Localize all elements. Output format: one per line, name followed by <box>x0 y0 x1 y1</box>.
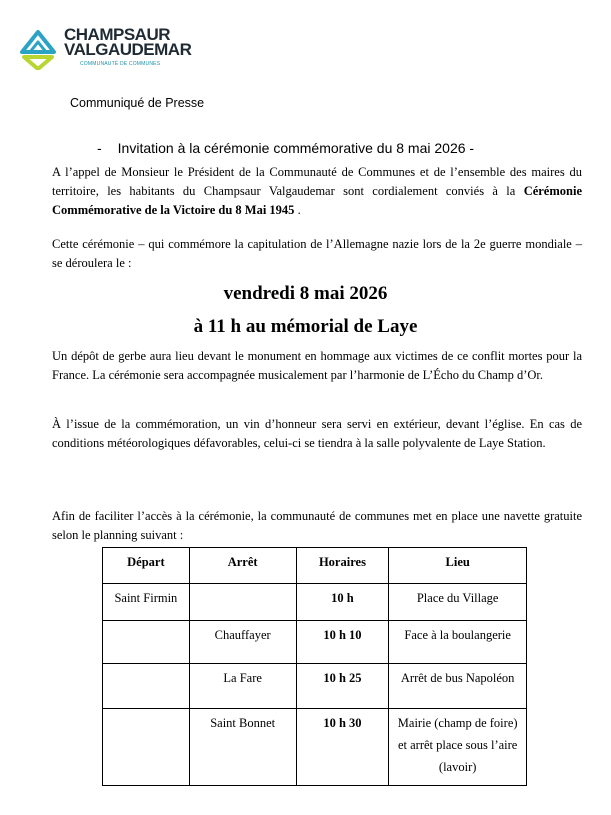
table-cell <box>103 709 190 786</box>
page-title <box>97 140 474 156</box>
table-header: Horaires <box>296 548 389 584</box>
table-cell: 10 h <box>296 584 389 621</box>
logo <box>18 24 192 74</box>
intro-paragraph <box>52 163 582 220</box>
title-text: Invitation à la cérémonie commémorative du 8 mai 2026 - <box>117 140 475 156</box>
event-date: vendredi 8 mai 2026 <box>223 283 388 304</box>
logo-line-1: CHAMPSAUR <box>64 25 170 44</box>
event-place: à 11 h au mémorial de Laye <box>193 316 418 337</box>
table-cell <box>103 621 190 664</box>
shuttle-schedule-table <box>102 547 527 786</box>
logo-mountain-icon <box>18 26 62 70</box>
table-cell <box>189 584 296 621</box>
table-cell: Arrêt de bus Napoléon <box>389 664 527 709</box>
table-cell: Mairie (champ de foire) et arrêt place sous l’aire (lavoir) <box>389 709 527 786</box>
table-cell: 10 h 30 <box>296 709 389 786</box>
table-row <box>103 664 527 709</box>
table-header-row <box>103 548 527 584</box>
table-cell: La Fare <box>189 664 296 709</box>
logo-line-2: VALGAUDEMAR <box>64 40 192 59</box>
table-cell: Face à la boulangerie <box>389 621 527 664</box>
table-header: Lieu <box>389 548 527 584</box>
intro-text: A l’appel de Monsieur le Président de la Communauté de Communes et de l’ensemble des maires du territoire, les habitants du Champsaur Valgaudemar sont cordialement conviés à la <box>52 165 582 198</box>
intro-end: . <box>294 203 301 217</box>
table-cell: 10 h 25 <box>296 664 389 709</box>
table-cell: Chauffayer <box>189 621 296 664</box>
table-cell: Place du Village <box>389 584 527 621</box>
description-paragraph: Cette cérémonie – qui commémore la capitulation de l’Allemagne nazie lors de la 2e guerre mondiale – se déroulera le : <box>52 237 582 270</box>
title-dash: - <box>97 140 102 156</box>
reception-paragraph: À l’issue de la commémoration, un vin d’honneur sera servi en extérieur, devant l’église. En cas de conditions météorologiques défavorables, celui-ci se tiendra à la salle polyvalente de Laye Station. <box>52 417 582 450</box>
ceremony-name: Cérémonie Commémorative de la Victoire du 8 Mai 1945 <box>52 184 582 217</box>
table-header: Départ <box>103 548 190 584</box>
table-row <box>103 709 527 786</box>
table-row <box>103 584 527 621</box>
logo-line-3: COMMUNAUTÉ DE COMMUNES <box>80 61 161 67</box>
table-header: Arrêt <box>189 548 296 584</box>
wreath-paragraph: Un dépôt de gerbe aura lieu devant le monument en hommage aux victimes de ce conflit mortes pour la France. La cérémonie sera accompagnée musicalement par l’harmonie de L’Écho du Champ d’Or. <box>52 349 582 382</box>
shuttle-paragraph: Afin de faciliter l’accès à la cérémonie, la communauté de communes met en place une navette gratuite selon le planning suivant : <box>52 509 582 542</box>
press-release-label: Communiqué de Presse <box>70 96 205 110</box>
table-cell: Saint Firmin <box>103 584 190 621</box>
table-cell <box>103 664 190 709</box>
table-row <box>103 621 527 664</box>
table-cell: Saint Bonnet <box>189 709 296 786</box>
table-cell: 10 h 10 <box>296 621 389 664</box>
